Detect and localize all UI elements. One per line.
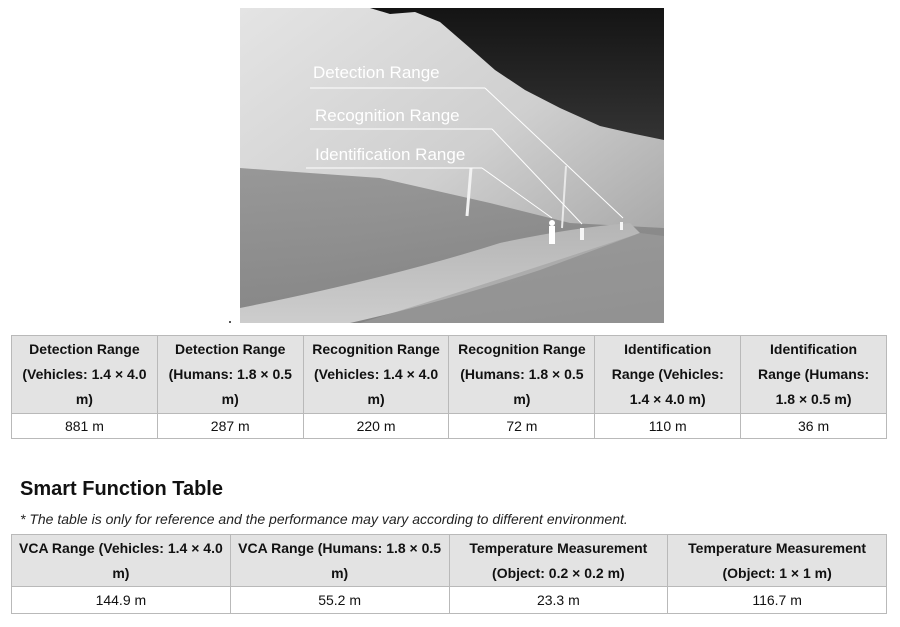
header-detection-humans: Detection Range (Humans: 1.8 × 0.5 m)	[157, 336, 303, 414]
smart-function-table	[11, 534, 887, 614]
value-vca-vehicles: 144.9 m	[12, 587, 231, 614]
value-temp-small-object: 23.3 m	[449, 587, 668, 614]
value-identification-humans: 36 m	[741, 414, 887, 439]
header-identification-humans: Identification Range (Humans: 1.8 × 0.5 m)	[741, 336, 887, 414]
header-temp-large-object: Temperature Measurement (Object: 1 × 1 m)	[668, 535, 887, 587]
person-far	[620, 222, 623, 230]
thermal-scene	[240, 8, 664, 323]
header-temp-small-object: Temperature Measurement (Object: 0.2 × 0.2 m)	[449, 535, 668, 587]
section-title: Smart Function Table	[20, 478, 223, 500]
reference-note: * The table is only for reference and the performance may vary according to different environment.	[20, 511, 628, 527]
label-identification: Identification Range	[315, 145, 466, 164]
value-recognition-vehicles: 220 m	[303, 414, 449, 439]
person-near	[549, 226, 555, 244]
value-detection-vehicles: 881 m	[12, 414, 158, 439]
header-recognition-vehicles: Recognition Range (Vehicles: 1.4 × 4.0 m)	[303, 336, 449, 414]
range-table-header-row	[12, 336, 887, 414]
thermal-camera-image	[240, 8, 664, 323]
value-vca-humans: 55.2 m	[230, 587, 449, 614]
value-detection-humans: 287 m	[157, 414, 303, 439]
stray-dot	[229, 321, 231, 323]
table-row	[12, 587, 887, 614]
value-temp-large-object: 116.7 m	[668, 587, 887, 614]
value-recognition-humans: 72 m	[449, 414, 595, 439]
label-detection: Detection Range	[313, 63, 440, 82]
range-table	[11, 335, 887, 439]
header-detection-vehicles: Detection Range (Vehicles: 1.4 × 4.0 m)	[12, 336, 158, 414]
header-vca-vehicles: VCA Range (Vehicles: 1.4 × 4.0 m)	[12, 535, 231, 587]
header-recognition-humans: Recognition Range (Humans: 1.8 × 0.5 m)	[449, 336, 595, 414]
header-vca-humans: VCA Range (Humans: 1.8 × 0.5 m)	[230, 535, 449, 587]
table-row	[12, 414, 887, 439]
person-mid	[580, 228, 584, 240]
label-recognition: Recognition Range	[315, 106, 460, 125]
smart-table-header-row	[12, 535, 887, 587]
person-near-head	[549, 220, 555, 226]
header-identification-vehicles: Identification Range (Vehicles: 1.4 × 4.0 m)	[595, 336, 741, 414]
value-identification-vehicles: 110 m	[595, 414, 741, 439]
